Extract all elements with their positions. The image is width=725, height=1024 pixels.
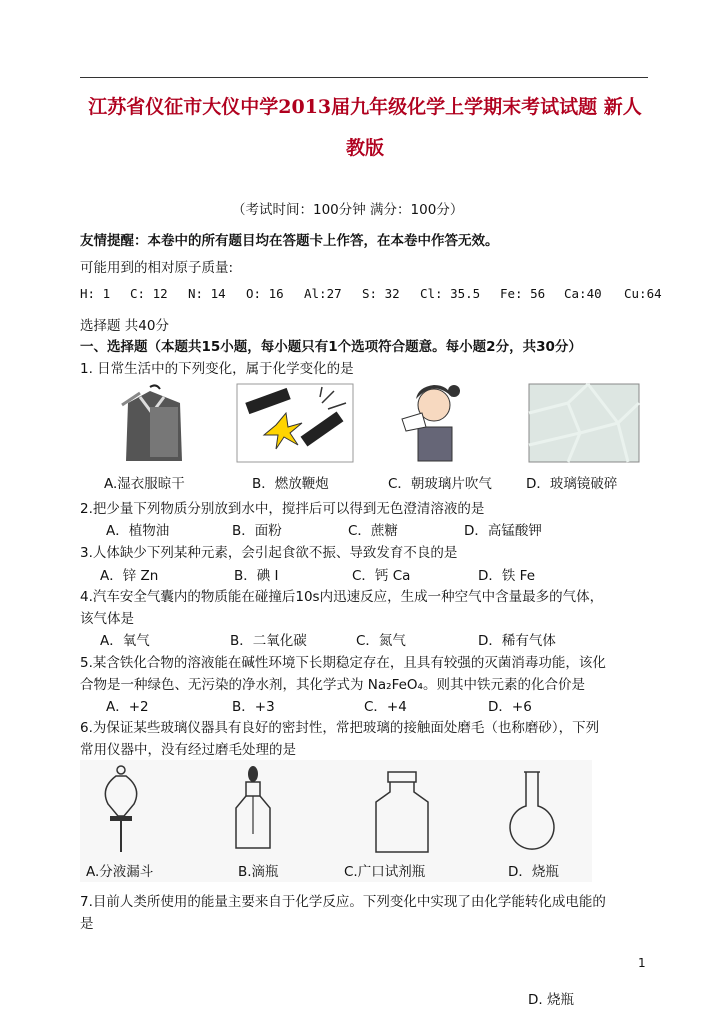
- question-4-text-line1: 4.汽车安全气囊内的物质能在碰撞后10s内迅速反应，生成一种空气中含量最多的气体，: [80, 589, 604, 605]
- image-separatory-funnel: [96, 764, 146, 854]
- q2-option-b: B．面粉: [232, 523, 282, 539]
- question-7-text-line2: 是: [80, 916, 94, 932]
- doc-title-line2: 教版: [345, 137, 384, 159]
- atomic-mass-al: Al:27: [304, 286, 342, 301]
- q6-option-a: A.分液漏斗: [86, 864, 154, 880]
- section1-heading: 一、选择题（本题共15小题，每小题只有1个选项符合题意。每小题2分，共30分）: [80, 339, 582, 355]
- atomic-mass-row: [80, 286, 670, 304]
- question-2-text: 2.把少量下列物质分别放到水中，搅拌后可以得到无色澄清溶液的是: [80, 501, 485, 517]
- footer-fragment: D. 烧瓶: [528, 992, 574, 1008]
- q6-option-c: C.广口试剂瓶: [344, 864, 426, 880]
- q6-option-b: B.滴瓶: [238, 864, 279, 880]
- question-1-text: 1. 日常生活中的下列变化，属于化学变化的是: [80, 361, 354, 377]
- atomic-mass-label: 可能用到的相对原子质量:: [80, 260, 234, 276]
- image-firecrackers: [236, 383, 354, 463]
- q5-option-a: A．+2: [106, 699, 149, 715]
- image-dropper-bottle: [228, 764, 278, 854]
- atomic-mass-o: O: 16: [246, 286, 284, 301]
- q5-option-d: D．+6: [488, 699, 532, 715]
- q1-option-c: C．朝玻璃片吹气: [388, 476, 492, 492]
- q2-options: [0, 519, 725, 537]
- image-wet-clothes: [110, 383, 200, 463]
- q1-option-a: A.湿衣服晾干: [104, 476, 185, 492]
- doc-title-line1: 江苏省仪征市大仪中学2013届九年级化学上学期末考试试题 新人: [88, 96, 642, 118]
- q5-option-b: B．+3: [232, 699, 275, 715]
- q3-option-a: A．锌 Zn: [100, 568, 159, 584]
- q4-option-a: A．氧气: [100, 633, 150, 649]
- question-6-text-line2: 常用仪器中，没有经过磨毛处理的是: [80, 742, 296, 758]
- question-5-text-line1: 5.某含铁化合物的溶液能在碱性环境下长期稳定存在，且具有较强的灭菌消毒功能，该化: [80, 655, 606, 671]
- q2-option-d: D．高锰酸钾: [464, 523, 542, 539]
- atomic-mass-cl: Cl: 35.5: [420, 286, 481, 301]
- atomic-mass-n: N: 14: [188, 286, 226, 301]
- q3-option-c: C．钙 Ca: [352, 568, 411, 584]
- section-label: 选择题 共40分: [80, 318, 169, 334]
- exam-info: （考试时间：100分钟 满分：100分）: [232, 202, 464, 218]
- q5-options: [0, 695, 725, 713]
- q2-option-a: A．植物油: [106, 523, 170, 539]
- image-girl-blowing-glass: [388, 383, 480, 463]
- question-4-text-line2: 该气体是: [80, 611, 134, 627]
- image-flask: [504, 770, 560, 856]
- atomic-mass-fe: Fe: 56: [500, 286, 546, 301]
- q3-options: [0, 564, 725, 582]
- atomic-mass-cu: Cu:64: [624, 286, 662, 301]
- q4-option-c: C．氮气: [356, 633, 406, 649]
- q4-option-b: B．二氧化碳: [230, 633, 307, 649]
- q5-option-c: C．+4: [364, 699, 407, 715]
- question-5-text-line2: 合物是一种绿色、无污染的净水剂，其化学式为 Na₂FeO₄。则其中铁元素的化合价是: [80, 677, 585, 693]
- question-7-text-line1: 7.目前人类所使用的能量主要来自于化学反应。下列变化中实现了由化学能转化成电能的: [80, 894, 606, 910]
- q1-option-d: D．玻璃镜破碎: [526, 476, 618, 492]
- question-3-text: 3.人体缺少下列某种元素，会引起食欲不振、导致发育不良的是: [80, 545, 458, 561]
- image-broken-mirror: [528, 383, 640, 463]
- notice: 友情提醒：本卷中的所有题目均在答题卡上作答，在本卷中作答无效。: [80, 233, 499, 249]
- q3-option-d: D．铁 Fe: [478, 568, 536, 584]
- q6-apparatus-panel: [80, 760, 592, 882]
- page-number: 1: [638, 956, 646, 970]
- q6-option-d: D．烧瓶: [508, 864, 559, 880]
- atomic-mass-ca: Ca:40: [564, 286, 602, 301]
- atomic-mass-h: H: 1: [80, 286, 111, 301]
- atomic-mass-c: C: 12: [130, 286, 168, 301]
- q4-option-d: D．稀有气体: [478, 633, 556, 649]
- q1-option-b: B．燃放鞭炮: [252, 476, 329, 492]
- q2-option-c: C．蔗糖: [348, 523, 398, 539]
- header-rule: [80, 77, 648, 78]
- q4-options: [0, 629, 725, 647]
- question-6-text-line1: 6.为保证某些玻璃仪器具有良好的密封性，常把玻璃的接触面处磨毛（也称磨砂），下列: [80, 720, 600, 736]
- q3-option-b: B．碘 I: [234, 568, 279, 584]
- image-wide-mouth-bottle: [370, 770, 434, 856]
- atomic-mass-s: S: 32: [362, 286, 400, 301]
